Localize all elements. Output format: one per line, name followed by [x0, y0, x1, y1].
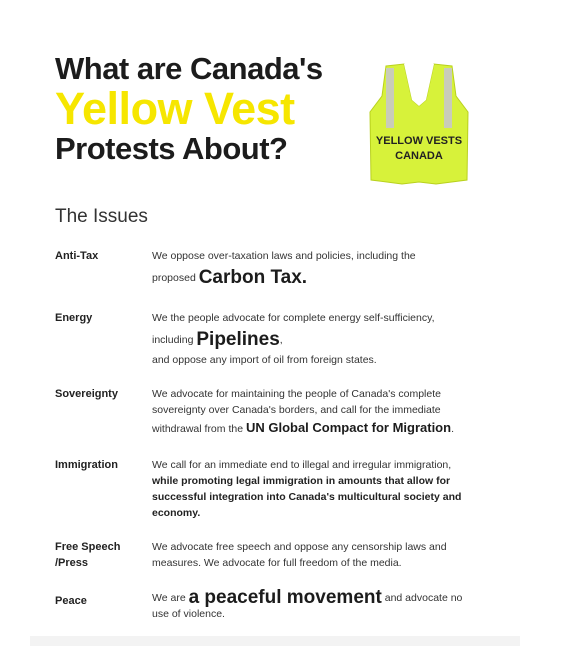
issue-text-line: We advocate for maintaining the people of Canada's complete	[152, 388, 441, 400]
issue-label-line: /Press	[55, 557, 89, 569]
issue-emphasis: Carbon Tax.	[198, 267, 308, 288]
issue-text-line: successful integration into Canada's multicultural society and	[152, 491, 462, 503]
issue-text-fragment: We are	[152, 592, 189, 604]
issue-label: Immigration	[55, 459, 118, 471]
issue-label-line: Free Speech	[55, 541, 121, 553]
vest-label-line-1: YELLOW VESTS	[375, 135, 463, 147]
issue-text	[152, 457, 524, 521]
issue-text-line	[152, 267, 524, 288]
section-heading: The Issues	[55, 206, 148, 227]
issue-emphasis: UN Global Compact for Migration	[245, 420, 452, 435]
issue-text-line: while promoting legal immigration in amounts that allow for	[152, 475, 451, 487]
vest-stripe-left	[386, 68, 394, 128]
issue-text-line: use of violence.	[152, 608, 225, 620]
issue-label: Energy	[55, 312, 93, 324]
issue-label: Peace	[55, 595, 87, 607]
issue-text-fragment: withdrawal from the	[152, 423, 246, 435]
issue-text-fragment: proposed	[152, 272, 199, 284]
issue-text-fragment: and advocate no	[381, 592, 463, 604]
issue-text-line: measures. We advocate for full freedom of the media.	[152, 557, 402, 569]
issue-text-line: We the people advocate for complete energy self-sufficiency,	[152, 312, 435, 324]
vest-label-line-2: CANADA	[395, 150, 443, 162]
issue-text-line	[152, 329, 524, 350]
issue-text-line: sovereignty over Canada's borders, and call for the immediate	[152, 404, 441, 416]
title-line-2: Yellow Vest	[55, 83, 295, 134]
issue-text-fragment: including	[152, 334, 197, 346]
issue-text-line	[152, 587, 524, 608]
issue-text-line: economy.	[152, 507, 201, 519]
vest-stripe-right	[444, 68, 452, 128]
issue-text-line: We advocate free speech and oppose any censorship laws and	[152, 541, 447, 553]
issue-text-fragment: ,	[279, 334, 283, 346]
yellow-vest-icon	[368, 60, 470, 188]
issue-text-line: We call for an immediate end to illegal and irregular immigration,	[152, 459, 452, 471]
issue-emphasis: Pipelines	[196, 329, 280, 350]
title-line-1: What are Canada's	[55, 51, 323, 86]
bottom-divider	[30, 636, 520, 646]
issue-emphasis: a peaceful movement	[188, 587, 382, 608]
issue-text-line: We oppose over-taxation laws and policies, including the	[152, 250, 416, 262]
issue-text	[152, 310, 524, 368]
issue-text-line: and oppose any import of oil from foreign states.	[152, 354, 377, 366]
issue-text-line	[152, 420, 524, 437]
issue-text	[152, 386, 524, 437]
issue-label	[55, 539, 147, 571]
issue-text	[152, 539, 524, 571]
issue-label: Sovereignty	[55, 388, 118, 400]
issue-text	[152, 587, 524, 622]
title-block	[55, 52, 365, 166]
issue-text	[152, 248, 524, 286]
issue-label: Anti-Tax	[55, 250, 99, 262]
issue-text-fragment: .	[451, 423, 454, 435]
title-line-3: Protests About?	[55, 131, 288, 166]
